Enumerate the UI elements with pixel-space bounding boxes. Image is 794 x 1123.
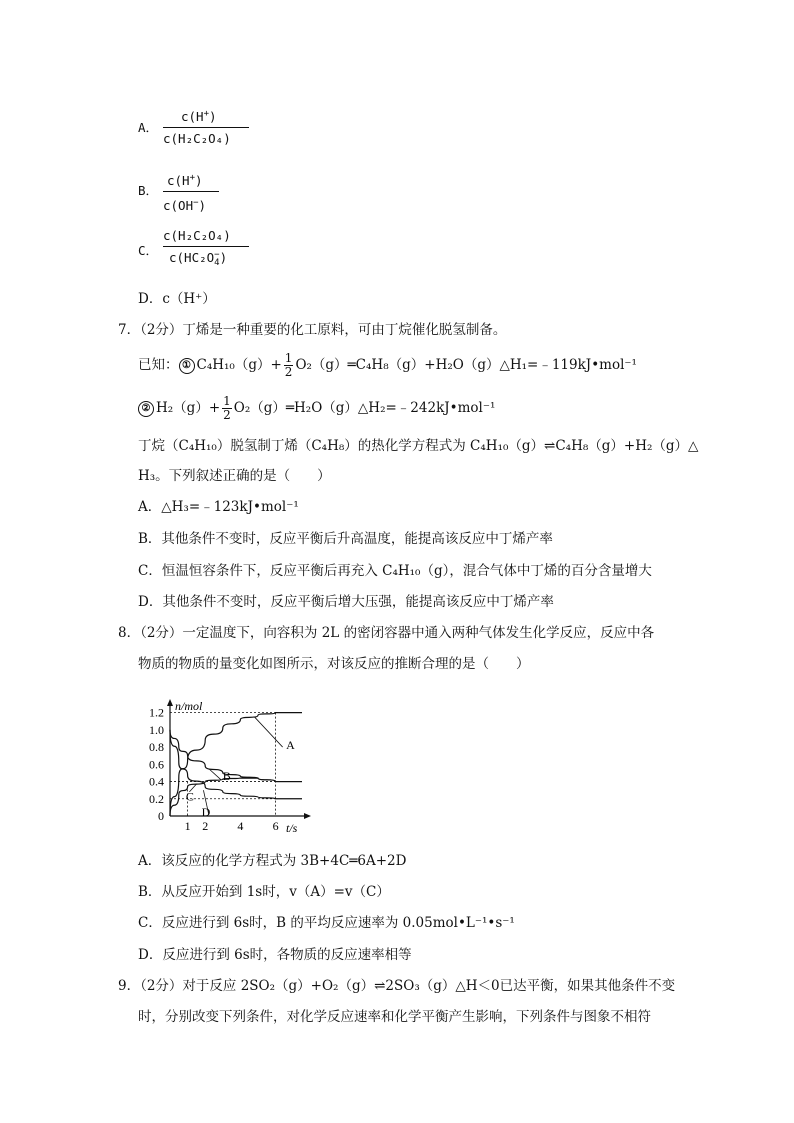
q7-option-a: A．△H₃=﹣123kJ•mol⁻¹	[138, 499, 299, 515]
y-tick-label: 0.6	[149, 757, 164, 772]
q6-option-d: D．c（H⁺）	[138, 291, 216, 307]
x-tick-label: 6	[272, 819, 279, 833]
q6-option-a-fraction	[163, 106, 249, 147]
q7-equation-2: ② H₂（g）+ $\frac{1}{2}$ O₂（g）═H₂O（g）△H₂=﹣242kJ•mol⁻¹	[138, 395, 495, 422]
q6-c-numerator: c(H₂C₂O₄)	[163, 228, 231, 243]
q7-option-d: D．其他条件不变时，反应平衡后增大压强，能提高该反应中丁烯产率	[138, 594, 554, 610]
q7-line-4: H₃。下列叙述正确的是（ ）	[138, 468, 331, 484]
q7-option-c: C．恒温恒容条件下，反应平衡后再充入 C₄H₁₀（g），混合气体中丁烯的百分含量增大	[138, 563, 652, 579]
q6-b-numerator: c(H+)	[167, 173, 203, 189]
y-tick-label: 0.2	[149, 791, 164, 806]
circled-two-icon: ②	[138, 401, 154, 417]
q8-option-a: A．该反应的化学方程式为 3B+4C═6A+2D	[138, 853, 407, 869]
x-axis-arrow-icon	[304, 813, 311, 819]
series-label-pointer	[254, 717, 282, 747]
q9-stem-line-1: 9．（2分）对于反应 2SO₂（g）+O₂（g）⇌2SO₃（g）△H＜0已达平衡，如果其他条件不变	[118, 978, 676, 994]
y-tick-label: 0.4	[149, 774, 164, 789]
x-tick-label: 1	[184, 819, 191, 833]
series-label-b: B	[222, 768, 231, 783]
x-axis-label: t/s	[286, 821, 298, 835]
series-line-b	[170, 730, 302, 782]
q8-chart	[138, 694, 318, 844]
q8-option-b: B．从反应开始到 1s时，v（A）=v（C）	[138, 884, 390, 900]
q9-stem-line-2: 时，分别改变下列条件，对化学反应速率和化学平衡产生影响，下列条件与图象不相符	[138, 1009, 651, 1025]
y-tick-label: 0.8	[149, 740, 164, 755]
series-label-c: C	[185, 789, 194, 804]
x-tick-label: 4	[237, 819, 244, 833]
series-label-a: A	[286, 737, 295, 752]
q6-a-denominator: c(H₂C₂O₄)	[163, 131, 231, 147]
series-label-d: D	[201, 805, 211, 819]
q6-option-c-fraction	[163, 228, 249, 267]
half-fraction: $\frac{1}{2}$	[284, 351, 293, 379]
y-tick-label: 1.0	[149, 722, 164, 737]
q8-stem-line-1: 8．（2分）一定温度下，向容积为 2L 的密闭容器中通入两种气体发生化学反应，反应中各	[118, 625, 655, 641]
q7-line-3: 丁烷（C₄H₁₀）脱氢制丁烯（C₄H₈）的热化学方程式为 C₄H₁₀（g）⇌C₄H₈（g）+H₂（g）△	[138, 438, 699, 454]
y-axis-label: n/mol	[175, 699, 203, 713]
half-fraction: $\frac{1}{2}$	[223, 394, 231, 422]
q6-c-denominator: c(HC₂O − 4 )	[169, 249, 228, 268]
q6-option-b-label: B．	[138, 183, 159, 198]
y-tick-label: 0	[158, 809, 164, 823]
q8-stem-line-2: 物质的物质的量变化如图所示，对该反应的推断合理的是（ ）	[138, 656, 530, 672]
q7-option-b: B．其他条件不变时，反应平衡后升高温度，能提高该反应中丁烯产率	[138, 531, 553, 547]
circled-one-icon: ①	[179, 358, 195, 374]
y-axis-arrow-icon	[167, 699, 173, 706]
series-line-d	[170, 730, 302, 799]
q6-a-numerator: c(H+)	[181, 109, 217, 125]
q7-equation-1: 已知： ① C₄H₁₀（g）+ $\frac{1}{2}$ O₂（g）═C₄H₈（g）+H₂O（g）△H₁=﹣119kJ•mol⁻¹	[138, 351, 637, 379]
y-tick-label: 1.2	[149, 705, 164, 720]
q8-option-d: D．反应进行到 6s时，各物质的反应速率相等	[138, 947, 412, 963]
q6-option-c-label: C．	[138, 243, 159, 258]
q6-b-denominator: c(OH−)	[163, 198, 207, 214]
q8-option-c: C．反应进行到 6s时，B 的平均反应速率为 0.05mol•L⁻¹•s⁻¹	[138, 915, 515, 931]
q6-option-a-label: A．	[138, 120, 159, 135]
q7-stem: 7．（2分）丁烯是一种重要的化工原料，可由丁烷催化脱氢制备。	[118, 322, 507, 338]
q6-option-b-fraction	[163, 170, 219, 214]
x-tick-label: 2	[202, 819, 209, 833]
